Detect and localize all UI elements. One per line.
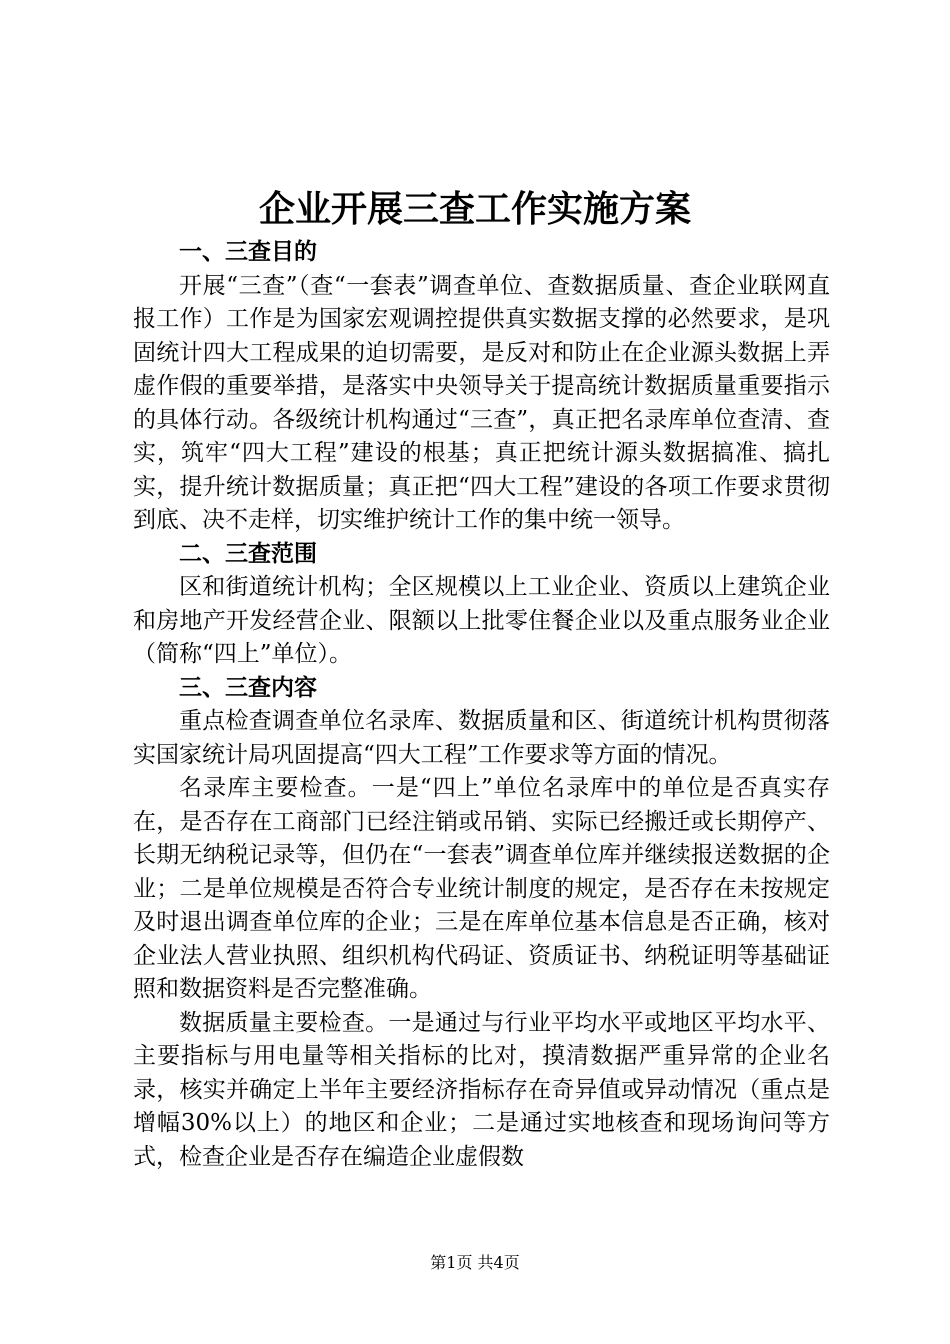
paragraph: 重点检查调查单位名录库、数据质量和区、街道统计机构贯彻落实国家统计局巩固提高“四大工程”工作要求等方面的情况。 — [133, 708, 830, 768]
section-heading: 一、三查目的 — [179, 239, 317, 265]
section-heading: 三、三查内容 — [179, 674, 317, 701]
paragraph: 区和街道统计机构；全区规模以上工业企业、资质以上建筑企业和房地产开发经营企业、限额以上批零住餐企业以及重点服务业企业（简称“四上”单位）。 — [133, 574, 830, 667]
document-title: 企业开展三查工作实施方案 — [258, 188, 691, 230]
paragraph: 数据质量主要检查。一是通过与行业平均水平或地区平均水平、主要指标与用电量等相关指标的比对，摸清数据严重异常的企业名录，核实并确定上半年主要经济指标存在奇异值或异动情况（重点是增幅30%以上）的地区和企业；二是通过实地核查和现场询问等方式，检查企业是否存在编造企业虚假数 — [133, 1009, 830, 1170]
paragraph: 名录库主要检查。一是“四上”单位名录库中的单位是否真实存在，是否存在工商部门已经注销或吊销、实际已经搬迁或长期停产、长期无纳税记录等，但仍在“一套表”调查单位库并继续报送数据的企业；二是单位规模是否符合专业统计制度的规定，是否存在未按规定及时退出调查单位库的企业；三是在库单位基本信息是否正确，核对企业法人营业执照、组织机构代码证、资质证书、纳税证明等基础证照和数据资料是否完整准确。 — [133, 775, 830, 1002]
section-heading: 二、三查范围 — [179, 540, 317, 567]
document-body — [133, 236, 830, 1174]
page-footer: 第1页 共4页 — [430, 1253, 520, 1272]
paragraph: 开展“三查”（查“一套表”调查单位、查数据质量、查企业联网直报工作）工作是为国家宏观调控提供真实数据支撑的必然要求，是巩固统计四大工程成果的迫切需要，是反对和防止在企业源头数据上弄虚作假的重要举措，是落实中央领导关于提高统计数据质量重要指示的具体行动。各级统计机构通过“三查”，真正把名录库单位查清、查实，筑牢“四大工程”建设的根基；真正把统计源头数据搞准、搞扎实，提升统计数据质量；真正把“四大工程”建设的各项工作要求贯彻到底、决不走样，切实维护统计工作的集中统一领导。 — [133, 272, 830, 533]
